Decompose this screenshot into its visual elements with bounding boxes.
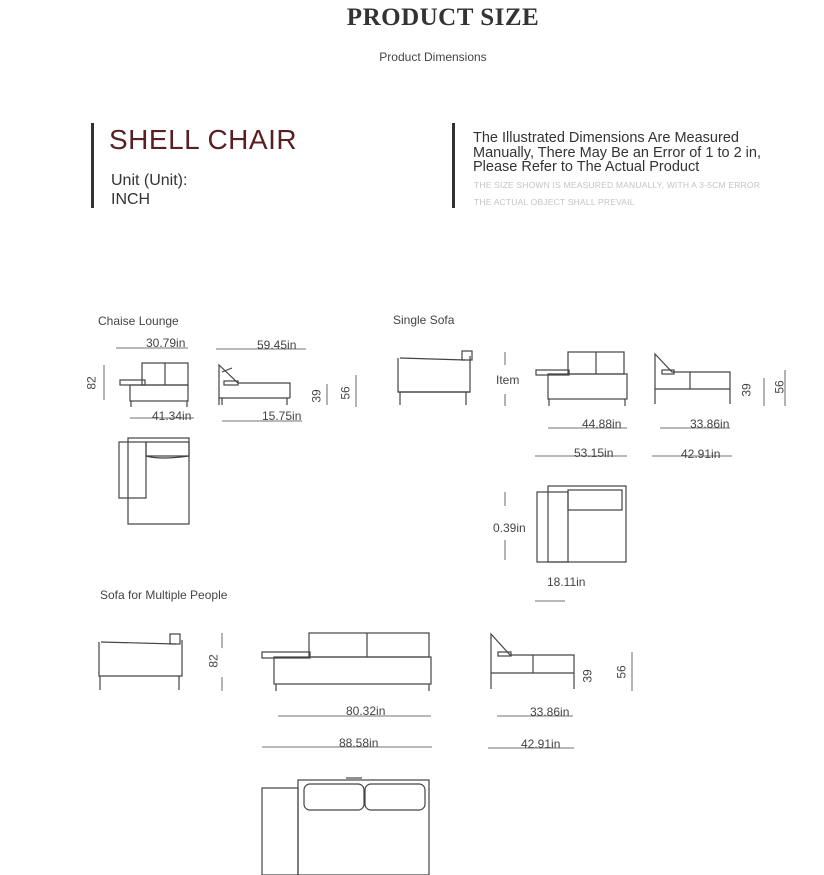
dim-single-plan-depth: 0.39in bbox=[493, 521, 526, 535]
chaise-top-view bbox=[119, 438, 189, 524]
section-chaise-lounge: Chaise Lounge bbox=[98, 314, 179, 328]
notice-fine-line-1: THE SIZE SHOWN IS MEASURED MANUALLY, WITH A 3-5CM ERROR bbox=[474, 180, 761, 190]
dim-single-height-mid: 39 bbox=[739, 383, 754, 397]
dim-multi-height-mid: 39 bbox=[580, 669, 595, 683]
dim-chaise-height-right: 56 bbox=[338, 386, 353, 400]
dim-multi-depth-inner: 33.86in bbox=[530, 705, 570, 719]
single-sofa-item-label: Item bbox=[496, 373, 520, 387]
dim-single-depth-outer: 42.91in bbox=[681, 447, 721, 461]
dim-chaise-bottom-left: 41.34in bbox=[152, 409, 192, 423]
single-sofa-front-view bbox=[535, 352, 627, 456]
multi-sofa-side-view bbox=[99, 633, 222, 691]
single-sofa-depth-view bbox=[652, 354, 785, 456]
dim-single-width-outer: 53.15in bbox=[574, 446, 614, 460]
dim-multi-height-right: 56 bbox=[614, 665, 629, 679]
unit-value: INCH bbox=[111, 191, 151, 208]
page-title: PRODUCT SIZE bbox=[346, 4, 540, 31]
dim-chaise-top-left: 30.79in bbox=[146, 336, 186, 350]
dim-single-depth-inner: 33.86in bbox=[690, 417, 730, 431]
unit-label: Unit (Unit): bbox=[111, 172, 188, 189]
chaise-front-view bbox=[104, 348, 194, 418]
section-multi-sofa: Sofa for Multiple People bbox=[100, 588, 228, 602]
single-sofa-side-view bbox=[398, 351, 505, 406]
dim-multi-width-outer: 88.58in bbox=[339, 736, 379, 750]
dim-multi-width-inner: 80.32in bbox=[346, 704, 386, 718]
dim-single-width-inner: 44.88in bbox=[582, 417, 622, 431]
notice-fine-line-2: THE ACTUAL OBJECT SHALL PREVAIL bbox=[474, 197, 635, 207]
dim-multi-depth-outer: 42.91in bbox=[521, 737, 561, 751]
brand-name: SHELL CHAIR bbox=[109, 124, 298, 155]
page-subtitle: Product Dimensions bbox=[379, 50, 487, 64]
dim-chaise-height-mid: 39 bbox=[309, 389, 324, 403]
dim-chaise-height-left: 82 bbox=[84, 376, 99, 390]
section-single-sofa: Single Sofa bbox=[393, 313, 455, 327]
dim-multi-height-left: 82 bbox=[206, 654, 221, 668]
dim-single-plan-width: 18.11in bbox=[547, 575, 586, 589]
dim-chaise-top-right: 59.45in bbox=[257, 338, 297, 352]
measurement-notice: The Illustrated Dimensions Are Measured Manually, There May Be an Error of 1 to 2 in, Please Refer to The Actual Product bbox=[473, 130, 761, 175]
multi-sofa-depth-view bbox=[488, 634, 632, 748]
multi-sofa-plan-view bbox=[262, 778, 429, 875]
dim-single-height-right: 56 bbox=[772, 380, 787, 394]
dim-chaise-bottom-right: 15.75in bbox=[262, 409, 302, 423]
multi-sofa-front-view bbox=[262, 633, 432, 747]
